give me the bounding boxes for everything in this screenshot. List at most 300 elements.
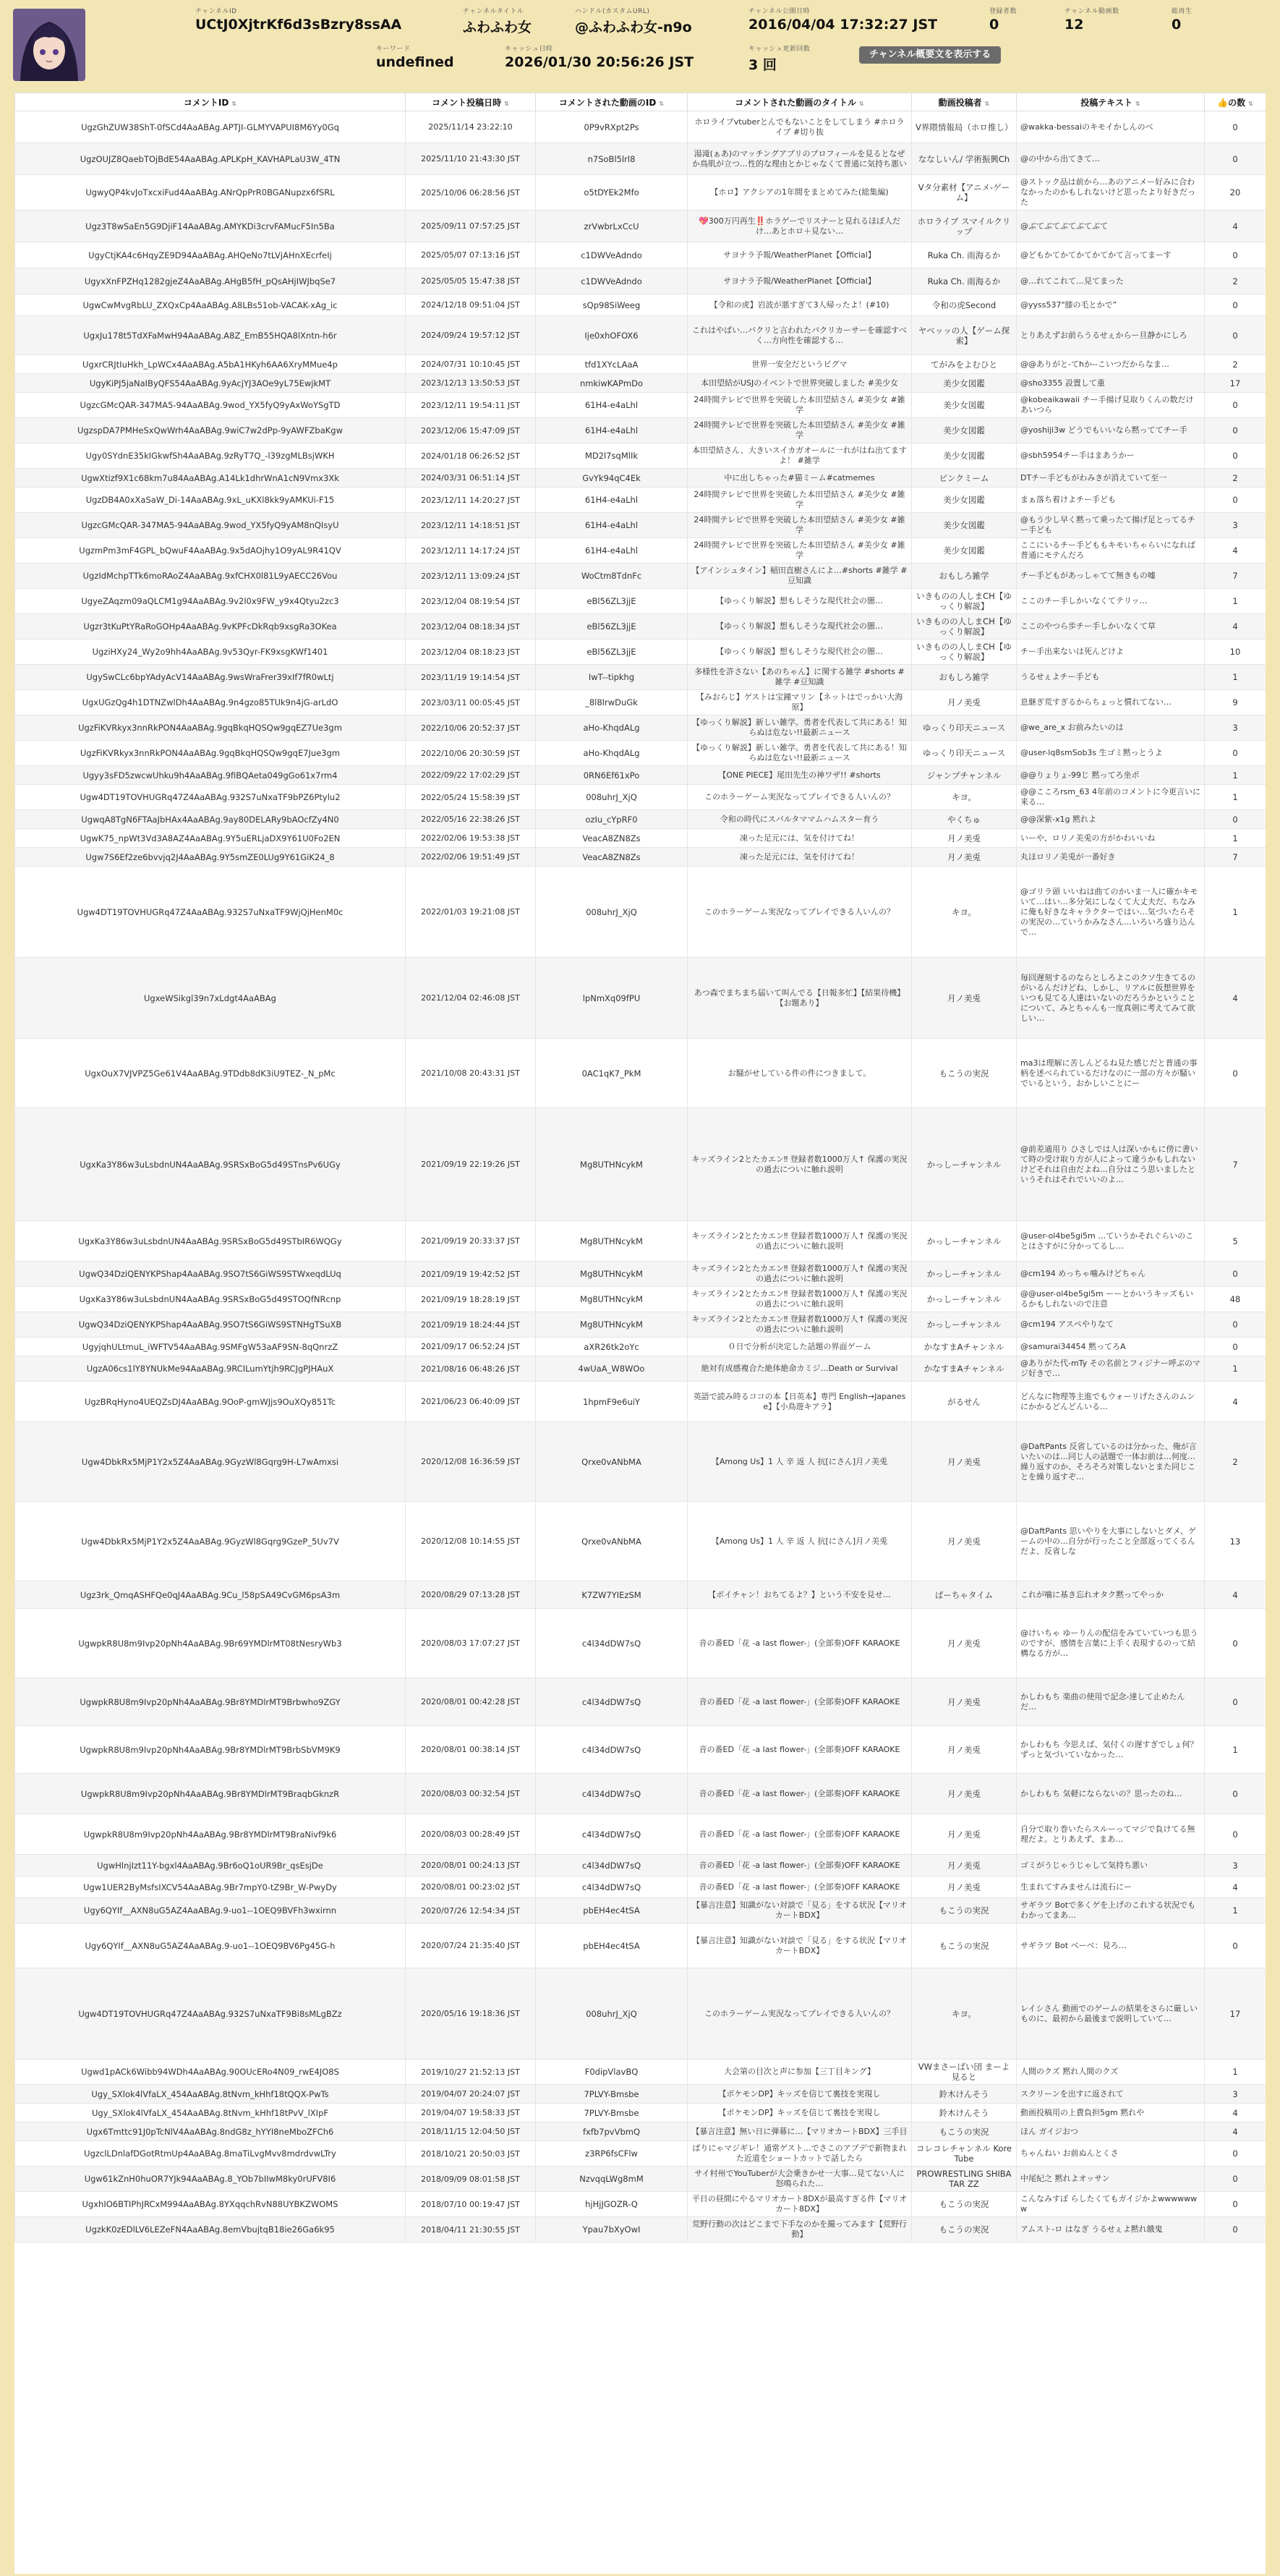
likes-cell: 1: [1205, 1356, 1266, 1382]
table-row[interactable]: [15, 1609, 1266, 1678]
video-author-cell: かっしーチャンネル: [912, 1108, 1017, 1221]
comment-id-cell[interactable]: UgwQ34DziQENYKPShap4AaABAg.9SO7tS6GiWS9STWxeqdLUq: [15, 1262, 406, 1287]
comment-id-cell[interactable]: UgzmPm3mF4GPL_bQwuF4AaABAg.9x5dAOjhy1O9yAL9R41QV: [15, 538, 406, 564]
table-row[interactable]: [15, 418, 1266, 443]
video-id-cell[interactable]: 008uhrJ_XjQ: [536, 1968, 688, 2059]
column-comment-id-header[interactable]: [15, 93, 406, 111]
table-row[interactable]: [15, 1221, 1266, 1262]
video-title-cell: キッズライン2とたカエン‼ 登録者数1000万人↑ 保護の実況の過去についに触れ説明: [688, 1108, 912, 1221]
video-id-cell[interactable]: eBl56ZL3jjE: [536, 614, 688, 639]
comment-id-cell[interactable]: UgxJu178t5TdXFaMwH94AaABAg.A8Z_EmB55HQA8lXntn-h6r: [15, 316, 406, 355]
video-id-cell[interactable]: 61H4-e4aLhl: [536, 393, 688, 418]
video-author-cell: 美少女図鑑: [912, 418, 1017, 443]
likes-cell: 4: [1205, 538, 1266, 564]
comment-text-cell: スクリーンを出すに返されて: [1017, 2085, 1205, 2104]
video-id-cell[interactable]: K7ZW7YIEzSM: [536, 1581, 688, 1609]
video-title-cell: 【暴言注意】無い日に弾幕に…【マリオカートBDX】三手目: [688, 2122, 912, 2141]
comment-id-cell[interactable]: Ugzr3tKuPtYRaRoGOHp4AaABAg.9vKPFcDkRqb9xsgRa3OKea: [15, 614, 406, 639]
posted-at-cell: 2022/09/22 17:02:29 JST: [406, 766, 536, 785]
video-id-cell[interactable]: _8l8IrwDuGk: [536, 690, 688, 715]
comment-id-cell[interactable]: Ugw4DT19TOVHUGRq47Z4AaABAg.932S7uNxaTF9bPZ6Ptylu2: [15, 785, 406, 810]
video-author-cell: 月ノ美兎: [912, 829, 1017, 848]
likes-cell: 0: [1205, 316, 1266, 355]
comment-text-cell: サギラツ Bot ベーベ：見ろ…: [1017, 1924, 1205, 1968]
comment-text-cell: DTチー手どもがわみきが消えていて至一: [1017, 469, 1205, 488]
video-id-cell[interactable]: Ije0xhOFOX6: [536, 316, 688, 355]
comment-id-cell[interactable]: UgzA06cs1lY8YNUkMe94AaABAg.9RCILumYtjh9RCJgPJHAuX: [15, 1356, 406, 1382]
table-row[interactable]: [15, 1814, 1266, 1855]
video-id-cell[interactable]: aHo-KhqdALg: [536, 741, 688, 766]
comment-id-cell[interactable]: Ugyy3sFD5zwcwUhku9h4AaABAg.9fiBQAeta049gGo61x7rm4: [15, 766, 406, 785]
video-id-cell[interactable]: ozIu_cYpRF0: [536, 810, 688, 829]
comment-id-cell[interactable]: UgySwCLc6bpYAdyAcV14AaABAg.9wsWraFrer39xIf7fR0wLtj: [15, 665, 406, 690]
video-title-cell: 💖300万円再生‼️ホラゲーでリスナーと見れるほぼ人だけ…あとホロ＋見ない…: [688, 211, 912, 242]
table-row[interactable]: [15, 614, 1266, 639]
column-video-author-header[interactable]: [912, 93, 1017, 111]
comment-id-cell[interactable]: UgyeZAqzm09aQLCM1g94AaABAg.9v2l0x9FW_y9x4Qtyu2zc3: [15, 589, 406, 614]
video-id-cell[interactable]: 0P9vRXpt2Ps: [536, 111, 688, 143]
video-title-cell: 音の番ED「花 -a last flower-」(全部奏)OFF KARAOKE: [688, 1678, 912, 1726]
video-id-cell[interactable]: c1DWVeAdndo: [536, 242, 688, 268]
table-row[interactable]: [15, 1968, 1266, 2059]
video-id-cell[interactable]: VeacA8ZN8Zs: [536, 848, 688, 867]
sort-icon[interactable]: ⇅: [1248, 100, 1253, 107]
video-id-cell[interactable]: pbEH4ec4tSA: [536, 1924, 688, 1968]
comment-id-cell[interactable]: UgwpkR8U8m9Ivp20pNh4AaABAg.9Br69YMDlrMT08tNesryWb3: [15, 1609, 406, 1678]
video-title-cell: 凍った足元には、気を付けてね！: [688, 848, 912, 867]
video-author-cell: もこうの実況: [912, 2217, 1017, 2243]
views-field: [1172, 6, 1192, 33]
comment-id-cell[interactable]: UgzFiKVRkyx3nnRkPON4AaABAg.9gqBkqHQSQw9gqE7Jue3gm: [15, 741, 406, 766]
video-title-cell: キッズライン2とたカエン‼ 登録者数1000万人↑ 保護の実況の過去についに触れ説明: [688, 1287, 912, 1312]
column-video-author-label: 動画投稿者: [938, 97, 982, 108]
comment-id-cell[interactable]: UgwXtizf9X1c68km7u84AaABAg.A14Lk1dhrWnA1cN9Vmx3Xk: [15, 469, 406, 488]
table-row[interactable]: [15, 143, 1266, 175]
comment-id-cell[interactable]: UgzBRqHyno4UEQZsDJ4AaABAg.9OoP-gmWJjs9OuXQy851Tc: [15, 1382, 406, 1422]
comment-id-cell[interactable]: UgxeWSikgl39n7xLdgt4AaABAg: [15, 958, 406, 1039]
video-id-cell[interactable]: sQp98SiWeeg: [536, 294, 688, 316]
comment-text-cell: @samurai34454 黙ってろA: [1017, 1338, 1205, 1356]
posted-at-cell: 2021/09/19 18:24:44 JST: [406, 1312, 536, 1338]
table-row[interactable]: [15, 316, 1266, 355]
video-title-cell: 24時間テレビで世界を突破した本田望結さん #美少女 #雑学: [688, 513, 912, 538]
video-id-cell[interactable]: 008uhrJ_XjQ: [536, 867, 688, 958]
channel-header: [0, 0, 1280, 85]
table-row[interactable]: [15, 848, 1266, 867]
comment-text-cell: @前差通用り ひさしでは人は深いかもに傍に書いて時の受け取り方が人によって違うかもしれないけどそれは自由だよね…自分はこう思いましたというそれはそれでいいのよ…: [1017, 1108, 1205, 1221]
posted-at-cell: 2021/10/08 20:43:31 JST: [406, 1039, 536, 1108]
table-body: [15, 111, 1266, 2243]
video-id-cell[interactable]: IwT--tipkhg: [536, 665, 688, 690]
posted-at-cell: 2021/09/19 22:19:26 JST: [406, 1108, 536, 1221]
table-row[interactable]: [15, 513, 1266, 538]
column-posted-at-header[interactable]: [406, 93, 536, 111]
comment-id-cell[interactable]: Ugwd1pACk6Wibb94WDh4AaABAg.90OUcERo4N09_rwE4JO8S: [15, 2059, 406, 2085]
likes-cell: 7: [1205, 848, 1266, 867]
video-id-cell[interactable]: Qrxe0vANbMA: [536, 1422, 688, 1502]
video-id-cell[interactable]: 0RN6Ef61xPo: [536, 766, 688, 785]
video-id-cell[interactable]: 7PLVY-Bmsbe: [536, 2085, 688, 2104]
table-row[interactable]: [15, 393, 1266, 418]
video-id-cell[interactable]: pbEH4ec4tSA: [536, 1898, 688, 1924]
table-row[interactable]: [15, 1039, 1266, 1108]
posted-at-cell: 2024/07/31 10:10:45 JST: [406, 355, 536, 374]
likes-cell: 3: [1205, 513, 1266, 538]
video-id-cell[interactable]: c4l34dDW7sQ: [536, 1609, 688, 1678]
comment-id-cell[interactable]: Ugw4DbkRx5MjP1Y2x5Z4AaABAg.9GyzWl8Gqrg9GzeP_5Uv7V: [15, 1502, 406, 1581]
table-row[interactable]: [15, 443, 1266, 469]
comment-id-cell[interactable]: Ugx6Tmttc91J0pTcNlV4AaABAg.8ndG8z_hYYI8neMboZFCh6: [15, 2122, 406, 2141]
video-id-cell[interactable]: 0AC1qK7_PkM: [536, 1039, 688, 1108]
table-row[interactable]: [15, 111, 1266, 143]
comment-id-cell[interactable]: Ugw7S6Ef2ze6bvvjq2J4AaABAg.9Y5smZE0LUg9Y61GiK24_8: [15, 848, 406, 867]
comment-id-cell[interactable]: UgwqA8TgN6FTAaJbHAx4AaABAg.9ay80DELARy9bAOcfZy4N0: [15, 810, 406, 829]
video-id-cell[interactable]: c4l34dDW7sQ: [536, 1814, 688, 1855]
video-id-cell[interactable]: Mg8UTHNcykM: [536, 1262, 688, 1287]
table-row[interactable]: [15, 715, 1266, 741]
comment-text-cell: @sho3355 設置して重: [1017, 374, 1205, 393]
table-row[interactable]: [15, 1338, 1266, 1356]
comment-id-cell[interactable]: UgzclLDnlafDGotRtmUp4AaABAg.8maTiLvgMvv8mdrdvwLTry: [15, 2141, 406, 2167]
table-row[interactable]: [15, 1262, 1266, 1287]
comment-id-cell[interactable]: UgyKiPJ5jaNaIByQFS54AaABAg.9yAcjYJ3AOe9yL75EwjkMT: [15, 374, 406, 393]
table-row[interactable]: [15, 2192, 1266, 2217]
likes-cell: 0: [1205, 1262, 1266, 1287]
comment-id-cell[interactable]: UgxKa3Y86w3uLsbdnUN4AaABAg.9SRSxBoG5d49STbIR6WQGy: [15, 1221, 406, 1262]
comment-id-cell[interactable]: UgwpkR8U8m9Ivp20pNh4AaABAg.9Br8YMDlrMT9BrbSbVM9K9: [15, 1726, 406, 1774]
posted-at-cell: 2022/05/24 15:58:39 JST: [406, 785, 536, 810]
table-row[interactable]: [15, 1581, 1266, 1609]
comment-id-cell[interactable]: UgwpkR8U8m9Ivp20pNh4AaABAg.9Br8YMDlrMT9BraqbGknzR: [15, 1774, 406, 1814]
comment-id-cell[interactable]: Ugz3rk_QmqASHFQe0qJ4AaABAg.9Cu_l58pSA49CvGM6psA3m: [15, 1581, 406, 1609]
video-author-cell: かっしーチャンネル: [912, 1287, 1017, 1312]
comment-id-cell[interactable]: Ugy6QYIf__AXN8uG5AZ4AaABAg.9-uo1--1OEQ9BVFh3wxirnn: [15, 1898, 406, 1924]
video-title-cell: 音の番ED「花 -a last flower-」(全部奏)OFF KARAOKE: [688, 1855, 912, 1876]
video-id-cell[interactable]: 61H4-e4aLhl: [536, 513, 688, 538]
column-posted-at-label: コメント投稿日時: [432, 97, 502, 108]
video-id-cell[interactable]: F0dipVlavBQ: [536, 2059, 688, 2085]
table-row[interactable]: [15, 2085, 1266, 2104]
video-id-cell[interactable]: VeacA8ZN8Zs: [536, 829, 688, 848]
posted-at-cell: 2020/07/24 21:35:40 JST: [406, 1924, 536, 1968]
comment-id-cell[interactable]: UgyjqhULtmuL_iWFTV54AaABAg.9SMFgW53aAF9SN-8qQnrzZ: [15, 1338, 406, 1356]
likes-cell: 4: [1205, 211, 1266, 242]
posted-at-cell: 2021/06/23 06:40:09 JST: [406, 1382, 536, 1422]
video-id-cell[interactable]: c4l34dDW7sQ: [536, 1726, 688, 1774]
posted-at-cell: 2020/12/08 16:36:59 JST: [406, 1422, 536, 1502]
table-row[interactable]: [15, 268, 1266, 294]
comment-id-cell[interactable]: UgxOuX7VJVPZ5Ge61V4AaABAg.9TDdb8dK3iU9TEZ-_N_pMc: [15, 1039, 406, 1108]
comment-text-cell: ちゃんねい お前ぬんとくさ: [1017, 2141, 1205, 2167]
sort-icon[interactable]: ⇅: [504, 100, 509, 107]
comment-id-cell[interactable]: Ugw4DT19TOVHUGRq47Z4AaABAg.932S7uNxaTF9Bi8sMLgBZz: [15, 1968, 406, 2059]
video-id-cell[interactable]: hjHjJGOZR-Q: [536, 2192, 688, 2217]
comment-text-cell: とりあえずお前らうるせぇからー旦静かにしろ: [1017, 316, 1205, 355]
table-row[interactable]: [15, 374, 1266, 393]
comment-id-cell[interactable]: UgzIdMchpTTk6moRAoZ4AaABAg.9xfCHX0l81L9yAECC26Vou: [15, 564, 406, 589]
column-video-title-header[interactable]: [688, 93, 912, 111]
video-id-cell[interactable]: 1hpmF9e6uiY: [536, 1382, 688, 1422]
comment-id-cell[interactable]: Ugw4DT19TOVHUGRq47Z4AaABAg.932S7uNxaTF9WjQjHenM0c: [15, 867, 406, 958]
table-row[interactable]: [15, 1898, 1266, 1924]
video-title-cell: 音の番ED「花 -a last flower-」(全部奏)OFF KARAOKE: [688, 1774, 912, 1814]
video-id-cell[interactable]: 61H4-e4aLhl: [536, 538, 688, 564]
likes-cell: 4: [1205, 958, 1266, 1039]
posted-at-cell: 2022/10/06 20:52:37 JST: [406, 715, 536, 741]
video-author-cell: てがみをよむひと: [912, 355, 1017, 374]
comment-id-cell[interactable]: UgxrCRJtIuHkh_LpWCx4AaABAg.A5bA1HKyh6AA6XryMMue4p: [15, 355, 406, 374]
comment-id-cell[interactable]: UgwyQP4kvJoTxcxiFud4AaABAg.ANrQpPrR0BGANupzx6fSRL: [15, 175, 406, 211]
sort-icon[interactable]: ⇅: [859, 100, 864, 107]
likes-cell: 2: [1205, 355, 1266, 374]
column-likes-header[interactable]: [1205, 93, 1266, 111]
table-row[interactable]: [15, 294, 1266, 316]
likes-cell: 0: [1205, 242, 1266, 268]
video-id-cell[interactable]: n7SoBl5lrl8: [536, 143, 688, 175]
video-id-cell[interactable]: c4l34dDW7sQ: [536, 1855, 688, 1876]
video-id-cell[interactable]: GvYk94qC4Ek: [536, 469, 688, 488]
table-row[interactable]: [15, 1356, 1266, 1382]
table-row[interactable]: [15, 2167, 1266, 2192]
comment-text-cell: 丸ほロリノ美兎が一番好き: [1017, 848, 1205, 867]
video-id-cell[interactable]: 7PLVY-Bmsbe: [536, 2104, 688, 2122]
comment-id-cell[interactable]: Ugw61kZnH0huOR7YJk94AaABAg.8_YOb7bIIwM8ky0rUFV8I6: [15, 2167, 406, 2192]
table-row[interactable]: [15, 1287, 1266, 1312]
video-id-cell[interactable]: eBl56ZL3jjE: [536, 639, 688, 665]
video-id-cell[interactable]: aHo-KhqdALg: [536, 715, 688, 741]
posted-at-cell: 2022/01/03 19:21:08 JST: [406, 867, 536, 958]
likes-cell: 1: [1205, 2059, 1266, 2085]
comment-id-cell[interactable]: UgxUGzQg4h1DTNZwlDh4AaABAg.9n4gzo85TUk9n4jG-arLdO: [15, 690, 406, 715]
video-id-cell[interactable]: Qrxe0vANbMA: [536, 1502, 688, 1581]
video-title-cell: このホラーゲーム実況なってプレイできる人いんの？: [688, 867, 912, 958]
video-id-cell[interactable]: WoCtm8TdnFc: [536, 564, 688, 589]
video-title-cell: 【暴言注意】知識がない対談で「見る」をする状況【マリオカートBDX】: [688, 1898, 912, 1924]
video-id-cell[interactable]: nmkiwKAPmDo: [536, 374, 688, 393]
likes-cell: 0: [1205, 143, 1266, 175]
comment-id-cell[interactable]: Ugy0SYdnE35kIGkwfSh4AaABAg.9zRyT7Q_-l39zgMLBsjWKH: [15, 443, 406, 469]
comment-text-cell: @@ありがと-てhか--こいつだからなま…: [1017, 355, 1205, 374]
posted-at-cell: 2023/12/04 08:18:23 JST: [406, 639, 536, 665]
video-title-cell: 音の番ED「花 -a last flower-」(全部奏)OFF KARAOKE: [688, 1876, 912, 1898]
video-author-cell: ホロライブ スマイルクリップ: [912, 211, 1017, 242]
video-id-cell[interactable]: lpNmXq09fPU: [536, 958, 688, 1039]
likes-cell: 7: [1205, 564, 1266, 589]
video-id-cell[interactable]: NzvqqLWg8mM: [536, 2167, 688, 2192]
posted-at-cell: 2019/10/27 21:52:13 JST: [406, 2059, 536, 2085]
video-title-cell: ０日で分析が決定した話題の界面ゲーム: [688, 1338, 912, 1356]
comment-id-cell[interactable]: UgwQ34DziQENYKPShap4AaABAg.9SO7tS6GiWS9STNHgTSuXB: [15, 1312, 406, 1338]
table-row[interactable]: [15, 564, 1266, 589]
table-row[interactable]: [15, 829, 1266, 848]
video-title-cell: 【ポケモンDP】キッズを信じて裏技を実現し: [688, 2085, 912, 2104]
video-title-cell: キッズライン2とたカエン‼ 登録者数1000万人↑ 保護の実況の過去についに触れ説明: [688, 1312, 912, 1338]
table-row[interactable]: [15, 741, 1266, 766]
table-row[interactable]: [15, 958, 1266, 1039]
comment-id-cell[interactable]: UgzFiKVRkyx3nnRkPON4AaABAg.9gqBkqHQSQw9gqEZ7Ue3gm: [15, 715, 406, 741]
video-title-cell: 本田望結さん、大きいスイカガオールに一れがはね出てますよ！ #雑学: [688, 443, 912, 469]
comment-id-cell[interactable]: Ugy_SXlok4lVfaLX_454AaABAg.8tNvm_kHhf18tPvV_lXIpF: [15, 2104, 406, 2122]
video-title-cell: 【ゆっくり解説】想もしそうな現代社会の闇…: [688, 614, 912, 639]
table-row[interactable]: [15, 355, 1266, 374]
comment-id-cell[interactable]: UgziHXy24_Wy2o9hh4AaABAg.9v53Qyr-FK9xsgKWf1401: [15, 639, 406, 665]
show-channel-summary-button[interactable]: チャンネル概要文を表示する: [859, 46, 1001, 64]
comment-id-cell[interactable]: UgzcGMcQAR-347MA5-94AaABAg.9wod_YX5fyQ9yAM8nQIsyU: [15, 513, 406, 538]
posted-at-cell: 2023/11/19 19:14:54 JST: [406, 665, 536, 690]
video-id-cell[interactable]: c1DWVeAdndo: [536, 268, 688, 294]
table-row[interactable]: [15, 2141, 1266, 2167]
posted-at-cell: 2024/09/24 19:57:12 JST: [406, 316, 536, 355]
sort-icon[interactable]: ⇅: [1135, 100, 1140, 107]
video-id-cell[interactable]: 4wUaA_W8WOo: [536, 1356, 688, 1382]
video-id-cell[interactable]: fxfb7pvVbmQ: [536, 2122, 688, 2141]
video-id-cell[interactable]: z3RP6fsCFlw: [536, 2141, 688, 2167]
table-row[interactable]: [15, 1502, 1266, 1581]
video-id-cell[interactable]: 61H4-e4aLhl: [536, 488, 688, 513]
video-id-cell[interactable]: Mg8UTHNcykM: [536, 1312, 688, 1338]
posted-at-cell: 2021/09/19 20:33:37 JST: [406, 1221, 536, 1262]
comment-id-cell[interactable]: Ugz3T8wSaEn5G9DjiF14AaABAg.AMYKDi3crvFAMucF5In5Ba: [15, 211, 406, 242]
comment-id-cell[interactable]: UgzDB4A0xXaSaW_Di-14AaABAg.9xL_uKXl8kk9yAMKUi-F15: [15, 488, 406, 513]
comment-text-cell: 自分で取り巻いたらスルーってマジで負けてる無理だよ。とりあえず、まあ…: [1017, 1814, 1205, 1855]
sort-icon[interactable]: ⇅: [231, 100, 237, 107]
video-author-cell: もこうの実況: [912, 1039, 1017, 1108]
comment-id-cell[interactable]: UgwCwMvgRbLU_ZXQxCp4AaABAg.A8LBs51ob-VACAK-xAg_ic: [15, 294, 406, 316]
table-row[interactable]: [15, 665, 1266, 690]
table-row[interactable]: [15, 1422, 1266, 1502]
table-row[interactable]: [15, 867, 1266, 958]
comment-text-cell: @@深紫-x1g 黙れよ: [1017, 810, 1205, 829]
video-id-cell[interactable]: c4l34dDW7sQ: [536, 1678, 688, 1726]
sort-icon[interactable]: ⇅: [984, 100, 990, 107]
table-row[interactable]: [15, 488, 1266, 513]
comment-text-cell: @sbh5954チー手はまあうかー: [1017, 443, 1205, 469]
comment-id-cell[interactable]: UgwHlnjIzt11Y-bgxl4AaABAg.9Br6oQ1oUR9Br_qsEsjDe: [15, 1855, 406, 1876]
comment-id-cell[interactable]: Ugy6QYIf__AXN8uG5AZ4AaABAg.9-uo1--1OEQ9BV6Pg45G-h: [15, 1924, 406, 1968]
likes-cell: 4: [1205, 2122, 1266, 2141]
table-row[interactable]: [15, 1382, 1266, 1422]
video-id-cell[interactable]: aXR26tk2oYc: [536, 1338, 688, 1356]
table-row[interactable]: [15, 1108, 1266, 1221]
comment-id-cell[interactable]: UgzkK0zEDlLV6LEZeFN4AaABAg.8emVbujtqB18ie26Ga6k95: [15, 2217, 406, 2243]
video-id-cell[interactable]: zrVwbrLxCcU: [536, 211, 688, 242]
table-row[interactable]: [15, 639, 1266, 665]
video-id-cell[interactable]: c4l34dDW7sQ: [536, 1876, 688, 1898]
video-id-cell[interactable]: Mg8UTHNcykM: [536, 1108, 688, 1221]
comment-id-cell[interactable]: UgxKa3Y86w3uLsbdnUN4AaABAg.9SRSxBoG5d49STOQfNRcnp: [15, 1287, 406, 1312]
comment-id-cell[interactable]: UgzspDA7PMHeSxQwWrh4AaABAg.9wiC7w2dPp-9yAWFZbaKgw: [15, 418, 406, 443]
table-row[interactable]: [15, 690, 1266, 715]
table-row[interactable]: [15, 1726, 1266, 1774]
posted-at-cell: 2018/09/09 08:01:58 JST: [406, 2167, 536, 2192]
video-id-cell[interactable]: Mg8UTHNcykM: [536, 1287, 688, 1312]
comment-id-cell[interactable]: UgyCtjKA4c6HqyZE9D94AaABAg.AHQeNo7tLVjAHnXEcrfeIj: [15, 242, 406, 268]
cache-date-field: [505, 43, 694, 70]
comment-id-cell[interactable]: Ugw4DbkRx5MjP1Y2x5Z4AaABAg.9GyzWl8Gqrg9H-L7wAmxsi: [15, 1422, 406, 1502]
table-row[interactable]: [15, 1678, 1266, 1726]
likes-cell: 7: [1205, 1108, 1266, 1221]
video-id-cell[interactable]: Mg8UTHNcykM: [536, 1221, 688, 1262]
video-id-cell[interactable]: 008uhrJ_XjQ: [536, 785, 688, 810]
table-row[interactable]: [15, 810, 1266, 829]
comment-id-cell[interactable]: Ugy_SXlok4lVfaLX_454AaABAg.8tNvm_kHhf18tQQX-PwTs: [15, 2085, 406, 2104]
posted-at-cell: 2019/04/07 20:24:07 JST: [406, 2085, 536, 2104]
likes-cell: 1: [1205, 589, 1266, 614]
column-video-id-header[interactable]: [536, 93, 688, 111]
comment-text-cell: @どもかてかてかてかてかて言ってまーす: [1017, 242, 1205, 268]
table-row[interactable]: [15, 766, 1266, 785]
likes-cell: 4: [1205, 1382, 1266, 1422]
comment-text-cell: @の中から出てきて…: [1017, 143, 1205, 175]
table-row[interactable]: [15, 785, 1266, 810]
comment-text-cell: レイシさん 動画でのゲームの結果をさらに厳しいものに、最初から最後まで説明していて…: [1017, 1968, 1205, 2059]
table-row[interactable]: [15, 589, 1266, 614]
video-author-cell: もこうの実況: [912, 1924, 1017, 1968]
sort-icon[interactable]: ⇅: [659, 100, 665, 107]
table-row[interactable]: [15, 1312, 1266, 1338]
posted-at-cell: 2025/11/10 21:43:30 JST: [406, 143, 536, 175]
table-row[interactable]: [15, 2217, 1266, 2243]
table-row[interactable]: [15, 1924, 1266, 1968]
video-id-cell[interactable]: MD2l7sqMlIk: [536, 443, 688, 469]
video-id-cell[interactable]: eBl56ZL3jjE: [536, 589, 688, 614]
comment-id-cell[interactable]: UgyxXnFPZHq1282gjeZ4AaABAg.AHgB5fH_pQsAHjIWJbqSe7: [15, 268, 406, 294]
video-id-cell[interactable]: tfd1XYcLAaA: [536, 355, 688, 374]
video-title-cell: ぱりにゃマジギレ！通常ゲスト…でさこのアプデで新物まれた近道をショートカットで話したら: [688, 2141, 912, 2167]
video-title-cell: 【ゆっくり解説】新しい雑学。勇者を代表して共にある！知らぬは危ない!!最新ニュース: [688, 715, 912, 741]
comment-text-cell: ma3は理解に苦しんどるね見た感じだと普通の事柄を述べられているだけなのに一部の方々が騒いでいるという、おかしいことにー: [1017, 1039, 1205, 1108]
video-id-cell[interactable]: o5tDYEk2Mfo: [536, 175, 688, 211]
comment-id-cell[interactable]: UgwpkR8U8m9Ivp20pNh4AaABAg.9Br8YMDlrMT9BraNivf9k6: [15, 1814, 406, 1855]
comment-id-cell[interactable]: UgwK75_npWt3Vd3A8AZ4AaABAg.9Y5uERLjaDX9Y61U0Fo2EN: [15, 829, 406, 848]
table-row[interactable]: [15, 2059, 1266, 2085]
table-row[interactable]: [15, 2122, 1266, 2141]
comment-id-cell[interactable]: UgzcGMcQAR-347MA5-94AaABAg.9wod_YX5fyQ9yAxWoYSgTD: [15, 393, 406, 418]
comment-id-cell[interactable]: UgxKa3Y86w3uLsbdnUN4AaABAg.9SRSxBoG5d49STnsPv6UGy: [15, 1108, 406, 1221]
comment-text-cell: 毎回遅刻するのならとしろよこのクソ生きてるのがいるんだけどね、しかし、リアルに仮想世界をいつも見てる人達はいないのだろうかということについて、みとちゃんも一度真剣に考えてみて欲しい…: [1017, 958, 1205, 1039]
table-row[interactable]: [15, 1876, 1266, 1898]
video-id-cell[interactable]: 61H4-e4aLhl: [536, 418, 688, 443]
table-row[interactable]: [15, 175, 1266, 211]
table-row[interactable]: [15, 538, 1266, 564]
video-title-cell: サヨナラ予報/WeatherPlanet【Official】: [688, 268, 912, 294]
video-id-cell[interactable]: Ypau7bXyOwI: [536, 2217, 688, 2243]
table-row[interactable]: [15, 2104, 1266, 2122]
table-row[interactable]: [15, 211, 1266, 242]
video-title-cell: 多様性を許さない【あのちゃん】に関する雑学 #shorts #雑学 #豆知識: [688, 665, 912, 690]
comment-id-cell[interactable]: UgwpkR8U8m9Ivp20pNh4AaABAg.9Br8YMDlrMT9Brbwho9ZGY: [15, 1678, 406, 1726]
comment-id-cell[interactable]: UgzGhZUW38ShT-0fSCd4AaABAg.APTJI-GLMYVAPUI8M6Yy0Gq: [15, 111, 406, 143]
video-author-cell: 月ノ美兎: [912, 690, 1017, 715]
table-row[interactable]: [15, 1774, 1266, 1814]
video-author-cell: ピンクミーム: [912, 469, 1017, 488]
video-author-cell: いきものの人しまCH【ゆっくり解説】: [912, 614, 1017, 639]
subscribers-label: 登録者数: [989, 8, 1017, 15]
comment-id-cell[interactable]: UgzOUJZ8QaebTOjBdE54AaABAg.APLKpH_KAVHAPLaU3W_4TN: [15, 143, 406, 175]
column-comment-id-label: コメントID: [183, 97, 229, 108]
table-row[interactable]: [15, 242, 1266, 268]
likes-cell: 0: [1205, 2167, 1266, 2192]
video-id-cell[interactable]: c4l34dDW7sQ: [536, 1774, 688, 1814]
table-row[interactable]: [15, 1855, 1266, 1876]
table-row[interactable]: [15, 469, 1266, 488]
column-comment-text-header[interactable]: [1017, 93, 1205, 111]
handle-label: ハンドル(カスタムURL): [575, 8, 650, 15]
comment-id-cell[interactable]: Ugw1UER2ByMsfsIXCV54AaABAg.9Br7mpY0-tZ9Br_W-PwyDy: [15, 1876, 406, 1898]
posted-at-cell: 2019/04/07 19:58:33 JST: [406, 2104, 536, 2122]
comment-text-cell: @kobeaikawaii チー手揚げ見取りくんの数だけあいつら: [1017, 393, 1205, 418]
comment-id-cell[interactable]: UgxhIO6BTIPhJRCxM994AaABAg.8YXqqchRvN88UYBKZWOMS: [15, 2192, 406, 2217]
